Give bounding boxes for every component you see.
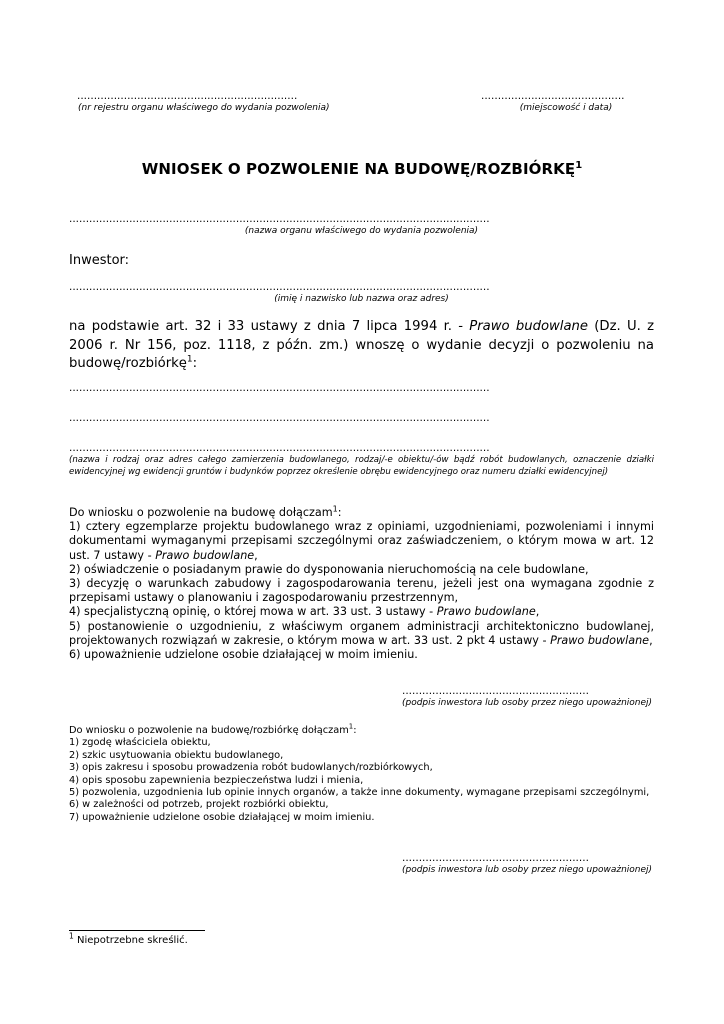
building-attachments xyxy=(69,506,654,662)
investor-caption: (imię i nazwisko lub nazwa oraz adres) xyxy=(274,294,449,304)
place-date-caption: (miejscowość i data) xyxy=(519,103,613,113)
building-attachment-3: 3) decyzję o warunkach zabudowy i zagospodarowania terenu, jeżeli jest ona wymagana zgodnie z przepisami ustawy o planowaniu i zagospodarowaniu przestrzennym, xyxy=(69,577,654,605)
demolition-attachments xyxy=(69,722,669,824)
signature-2-dots: ........................................................ xyxy=(402,852,589,864)
registry-number-caption: (nr rejestru organu właściwego do wydania pozwolenia) xyxy=(78,103,330,113)
building-attachment-6: 6) upoważnienie udzielone osobie działającej w moim imieniu. xyxy=(69,648,418,662)
organ-name-caption: (nazwa organu właściwego do wydania pozwolenia) xyxy=(244,226,479,236)
footnote-separator xyxy=(69,930,205,931)
place-date-dots: ........................................... xyxy=(481,90,625,102)
demolition-attachment-4: 4) opis sposobu zapewnienia bezpieczeństwa ludzi i mienia, xyxy=(69,774,364,786)
building-attachment-4: 4) specjalistyczną opinię, o której mowa w art. 33 ust. 3 ustawy - Prawo budowlane, xyxy=(69,605,540,619)
legal-basis-law-name: Prawo budowlane xyxy=(469,319,589,334)
legal-basis-text-2: (Dz. U. z 2006 r. Nr 156, poz. 1118, z późn. zm.) wnoszę o wydanie decyzji o pozwoleniu na budowę/rozbiórkę xyxy=(69,319,654,371)
legal-basis-colon: : xyxy=(192,356,198,371)
investor-dots: .............................................................................................................................. xyxy=(69,281,490,293)
legal-basis-text-1: na podstawie art. 32 i 33 ustawy z dnia 7 lipca 1994 r. - xyxy=(69,319,470,334)
title-text: WNIOSEK O POZWOLENIE NA BUDOWĘ/ROZBIÓRKĘ xyxy=(141,160,576,178)
footnote xyxy=(69,931,188,946)
document-title xyxy=(40,160,684,178)
title-footnote-mark: 1 xyxy=(575,160,583,171)
demolition-attachments-intro: Do wniosku o pozwolenie na budowę/rozbiórkę dołączam$^1$: xyxy=(69,722,357,736)
demolition-attachment-2: 2) szkic usytuowania obiektu budowlanego, xyxy=(69,749,284,761)
registry-number-dots: .................................................................. xyxy=(77,90,298,102)
building-attachment-2: 2) oświadczenie o posiadanym prawie do dysponowania nieruchomością na cele budowlane, xyxy=(69,562,589,576)
signature-2-caption: (podpis inwestora lub osoby przez niego upoważnionej) xyxy=(401,865,653,875)
demolition-attachment-3: 3) opis zakresu i sposobu prowadzenia robót budowlanych/rozbiórkowych, xyxy=(69,762,433,774)
demolition-attachment-5: 5) pozwolenia, uzgodnienia lub opinie innych organów, a także inne dokumenty, wymagane przepisami szczególnymi, xyxy=(69,787,650,799)
description-caption: (nazwa i rodzaj oraz adres całego zamierzenia budowlanego, rodzaj/-e obiektu/-ów bądź robót budowlanych, oznaczenie działki ewidencyjnej wg ewidencji gruntów i budynków poprzez określenie obrębu ewidencyjnego oraz numeru działki ewidencyjnej) xyxy=(69,455,654,477)
building-attachment-5: 5) postanowienie o uzgodnieniu, z właściwym organem administracji architektoniczno budowlanej, projektowanych rozwiązań w zakresie, o którym mowa w art. 33 ust. 2 pkt 4 ustawy - Prawo budowlane, xyxy=(69,619,654,647)
building-attachment-1: 1) cztery egzemplarze projektu budowlanego wraz z opiniami, uzgodnieniami, pozwoleniami i innymi dokumentami wymaganymi przepisami szczególnymi oraz zaświadczeniem, o którym mowa w art. 12 ust. 7 ustawy - Prawo budowlane, xyxy=(69,520,654,562)
organ-name-dots: .............................................................................................................................. xyxy=(69,213,490,225)
demolition-attachment-1: 1) zgodę właściciela obiektu, xyxy=(69,737,211,749)
demolition-attachment-6: 6) w zależności od potrzeb, projekt rozbiórki obiektu, xyxy=(69,799,329,811)
description-dots-2: .............................................................................................................................. xyxy=(69,412,490,424)
legal-basis-paragraph xyxy=(69,318,654,374)
signature-1-dots: ........................................................ xyxy=(402,685,589,697)
legal-basis-footnote-mark: 1 xyxy=(186,354,193,365)
signature-1-caption: (podpis inwestora lub osoby przez niego upoważnionej) xyxy=(401,698,653,708)
demolition-attachment-7: 7) upoważnienie udzielone osobie działającej w moim imieniu. xyxy=(69,811,375,823)
description-dots-1: .............................................................................................................................. xyxy=(69,382,490,394)
description-dots-3: .............................................................................................................................. xyxy=(69,442,490,454)
footnote-mark: 1 xyxy=(69,931,74,941)
footnote-text: Niepotrzebne skreślić. xyxy=(73,935,188,946)
building-attachments-intro: Do wniosku o pozwolenie na budowę dołączam$^1$: xyxy=(69,504,342,519)
investor-label: Inwestor: xyxy=(69,253,130,268)
